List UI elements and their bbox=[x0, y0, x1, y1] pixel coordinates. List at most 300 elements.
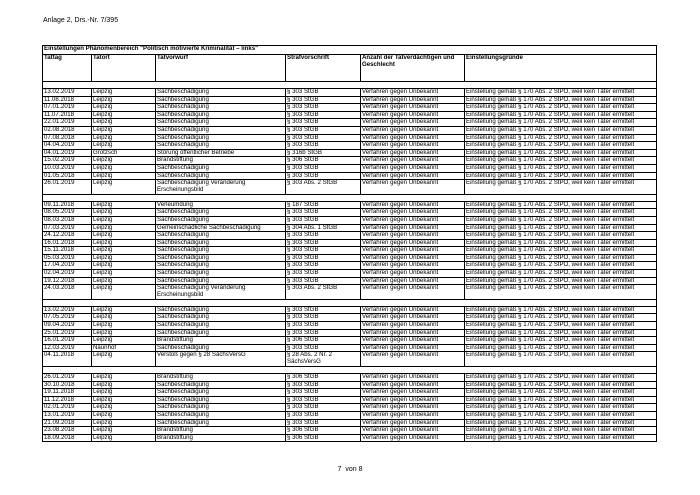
cell-tatvorwurf: Brandstiftung bbox=[156, 337, 286, 345]
cell-strafvorschrift: § 303 StGB bbox=[286, 254, 361, 262]
document-reference: Anlage 2, Drs.-Nr. 7/395 bbox=[43, 17, 119, 24]
table-row bbox=[43, 329, 657, 337]
cell-tatvorwurf: Brandstiftung bbox=[156, 434, 286, 442]
table-row bbox=[43, 201, 657, 209]
cell-strafvorschrift: § 303 StGB bbox=[286, 411, 361, 419]
cell-einstellungsgruende: Einstellung gemäß § 170 Abs. 2 StPO, weil kein Täter ermittelt bbox=[465, 322, 657, 330]
table-row bbox=[43, 172, 657, 180]
cell-tatvorwurf: Verstoß gegen § 28 SächsVersG bbox=[156, 352, 286, 367]
cell-tatvorwurf: Sachbeschädigung bbox=[156, 247, 286, 255]
cell-einstellungsgruende: Einstellung gemäß § 170 Abs. 2 StPO, weil kein Täter ermittelt bbox=[465, 247, 657, 255]
cell-tattag: 30.10.2018 bbox=[43, 381, 92, 389]
cell-einstellungsgruende: Einstellung gemäß § 170 Abs. 2 StPO, weil kein Täter ermittelt bbox=[465, 172, 657, 180]
cell-tatvorwurf: Sachbeschädigung bbox=[156, 306, 286, 314]
cell-tatort: Leipzig bbox=[92, 239, 156, 247]
cell-einstellungsgruende: Einstellung gemäß § 170 Abs. 2 StPO, weil kein Täter ermittelt bbox=[465, 216, 657, 224]
cell-tatvorwurf: Sachbeschädigung bbox=[156, 270, 286, 278]
cell-tatvorwurf: Sachbeschädigung bbox=[156, 216, 286, 224]
table-row bbox=[43, 149, 657, 157]
cell-tatvorwurf: Sachbeschädigung bbox=[156, 209, 286, 217]
cell-einstellungsgruende: Einstellung gemäß § 170 Abs. 2 StPO, weil kein Täter ermittelt bbox=[465, 164, 657, 172]
cell-tatort: Leipzig bbox=[92, 157, 156, 165]
cell-tatverdaechtige: Verfahren gegen Unbekannt bbox=[361, 89, 465, 97]
cell-tatverdaechtige: Verfahren gegen Unbekannt bbox=[361, 344, 465, 352]
table-row bbox=[43, 157, 657, 165]
cell-tatvorwurf: Brandstiftung bbox=[156, 374, 286, 382]
cell-strafvorschrift: § 303 StGB bbox=[286, 329, 361, 337]
cell-einstellungsgruende: Einstellung gemäß § 170 Abs. 2 StPO, weil kein Täter ermittelt bbox=[465, 239, 657, 247]
cell-einstellungsgruende: Einstellung gemäß § 170 Abs. 2 StPO, weil kein Täter ermittelt bbox=[465, 119, 657, 127]
cell-einstellungsgruende: Einstellung gemäß § 170 Abs. 2 StPO, weil kein Täter ermittelt bbox=[465, 389, 657, 397]
cell-tatvorwurf: Störung öffentlicher Betriebe bbox=[156, 149, 286, 157]
cell-tatverdaechtige: Verfahren gegen Unbekannt bbox=[361, 201, 465, 209]
cell-strafvorschrift: § 303 StGB bbox=[286, 134, 361, 142]
cell-tatverdaechtige: Verfahren gegen Unbekannt bbox=[361, 285, 465, 300]
cell-strafvorschrift: § 303 StGB bbox=[286, 277, 361, 285]
cell-tattag: 02.01.2019 bbox=[43, 404, 92, 412]
cell-tatort: Leipzig bbox=[92, 352, 156, 367]
cell-einstellungsgruende: Einstellung gemäß § 170 Abs. 2 StPO, weil kein Täter ermittelt bbox=[465, 344, 657, 352]
cell-tatverdaechtige: Verfahren gegen Unbekannt bbox=[361, 232, 465, 240]
spacer-cell bbox=[43, 367, 657, 374]
table-row bbox=[43, 411, 657, 419]
cell-tatverdaechtige: Verfahren gegen Unbekannt bbox=[361, 419, 465, 427]
cell-tatverdaechtige: Verfahren gegen Unbekannt bbox=[361, 411, 465, 419]
cell-strafvorschrift: § 306 StGB bbox=[286, 337, 361, 345]
cell-tatverdaechtige: Verfahren gegen Unbekannt bbox=[361, 96, 465, 104]
table-row bbox=[43, 270, 657, 278]
table-row bbox=[43, 277, 657, 285]
cell-einstellungsgruende: Einstellung gemäß § 170 Abs. 2 StPO, weil kein Täter ermittelt bbox=[465, 209, 657, 217]
column-header-tatort: Tatort bbox=[92, 55, 156, 82]
column-header-einstellungsgruende: Einstellungsgründe bbox=[465, 55, 657, 82]
table-row bbox=[43, 352, 657, 367]
table-row bbox=[43, 119, 657, 127]
cell-strafvorschrift: § 306 StGB bbox=[286, 374, 361, 382]
cell-tatort: Leipzig bbox=[92, 374, 156, 382]
cell-strafvorschrift: § 187 StGB bbox=[286, 201, 361, 209]
cell-tatort: Leipzig bbox=[92, 285, 156, 300]
cell-strafvorschrift: § 303 StGB bbox=[286, 172, 361, 180]
cell-strafvorschrift: § 303 StGB bbox=[286, 314, 361, 322]
cell-tatverdaechtige: Verfahren gegen Unbekannt bbox=[361, 142, 465, 150]
cell-tatort: Leipzig bbox=[92, 322, 156, 330]
table-row bbox=[43, 247, 657, 255]
cell-tatort: Leipzig bbox=[92, 164, 156, 172]
table-row bbox=[43, 434, 657, 442]
cell-tatverdaechtige: Verfahren gegen Unbekannt bbox=[361, 111, 465, 119]
cell-tatverdaechtige: Verfahren gegen Unbekannt bbox=[361, 180, 465, 195]
cell-einstellungsgruende: Einstellung gemäß § 170 Abs. 2 StPO, weil kein Täter ermittelt bbox=[465, 419, 657, 427]
cell-tatort: Leipzig bbox=[92, 419, 156, 427]
cell-tatverdaechtige: Verfahren gegen Unbekannt bbox=[361, 134, 465, 142]
cell-tattag: 13.02.2019 bbox=[43, 306, 92, 314]
cell-strafvorschrift: § 303 StGB bbox=[286, 96, 361, 104]
cell-einstellungsgruende: Einstellung gemäß § 170 Abs. 2 StPO, weil kein Täter ermittelt bbox=[465, 142, 657, 150]
cell-tatort: Leipzig bbox=[92, 254, 156, 262]
cell-tatverdaechtige: Verfahren gegen Unbekannt bbox=[361, 352, 465, 367]
cell-tatort: Leipzig bbox=[92, 306, 156, 314]
cell-tatort: Leipzig bbox=[92, 224, 156, 232]
cell-tattag: 13.01.2019 bbox=[43, 411, 92, 419]
cell-tattag: 11.12.2018 bbox=[43, 396, 92, 404]
cell-strafvorschrift: § 303 StGB bbox=[286, 126, 361, 134]
cell-tatvorwurf: Sachbeschädigung bbox=[156, 411, 286, 419]
table-row bbox=[43, 404, 657, 412]
cell-tattag: 10.03.2019 bbox=[43, 164, 92, 172]
cell-tatort: Leipzig bbox=[92, 381, 156, 389]
table-row bbox=[43, 262, 657, 270]
cell-tatort: Leipzig bbox=[92, 247, 156, 255]
cell-tatort: Naunhof bbox=[92, 344, 156, 352]
cell-tatverdaechtige: Verfahren gegen Unbekannt bbox=[361, 247, 465, 255]
column-header-tattag: Tattag bbox=[43, 55, 92, 82]
table-row bbox=[43, 306, 657, 314]
cell-tatort: Grotzsch bbox=[92, 149, 156, 157]
cell-tattag: 24.03.2018 bbox=[43, 285, 92, 300]
cell-tattag: 07.03.2019 bbox=[43, 224, 92, 232]
cell-strafvorschrift: § 303 StGB bbox=[286, 232, 361, 240]
table-row bbox=[43, 427, 657, 435]
table-title: Einstellungen Phänomenbereich "Politisch motivierte Kriminalität – links" bbox=[43, 46, 657, 55]
cell-strafvorschrift: § 303 StGB bbox=[286, 381, 361, 389]
cell-tatvorwurf: Sachbeschädigung bbox=[156, 419, 286, 427]
cell-tatvorwurf: Sachbeschädigung bbox=[156, 134, 286, 142]
cell-tattag: 19.12.2018 bbox=[43, 277, 92, 285]
cell-tatverdaechtige: Verfahren gegen Unbekannt bbox=[361, 224, 465, 232]
cell-tatvorwurf: Sachbeschädigung bbox=[156, 396, 286, 404]
cell-tattag: 16.01.2019 bbox=[43, 337, 92, 345]
cell-strafvorschrift: § 303 StGB bbox=[286, 306, 361, 314]
cell-tatort: Leipzig bbox=[92, 134, 156, 142]
cell-strafvorschrift: § 303 StGB bbox=[286, 239, 361, 247]
cell-tatvorwurf: Sachbeschädigung bbox=[156, 111, 286, 119]
cell-tatvorwurf: Sachbeschädigung Veränderung Erscheinungsbild bbox=[156, 180, 286, 195]
cell-tatverdaechtige: Verfahren gegen Unbekannt bbox=[361, 396, 465, 404]
cell-tattag: 04.04.2019 bbox=[43, 142, 92, 150]
cell-einstellungsgruende: Einstellung gemäß § 170 Abs. 2 StPO, weil kein Täter ermittelt bbox=[465, 111, 657, 119]
cell-tatvorwurf: Sachbeschädigung bbox=[156, 254, 286, 262]
cell-tatort: Leipzig bbox=[92, 209, 156, 217]
cell-tatverdaechtige: Verfahren gegen Unbekannt bbox=[361, 104, 465, 112]
cell-einstellungsgruende: Einstellung gemäß § 170 Abs. 2 StPO, weil kein Täter ermittelt bbox=[465, 224, 657, 232]
cell-tatverdaechtige: Verfahren gegen Unbekannt bbox=[361, 434, 465, 442]
group-spacer bbox=[43, 82, 657, 89]
cell-tatvorwurf: Sachbeschädigung bbox=[156, 126, 286, 134]
cases-table bbox=[42, 45, 657, 442]
table-row bbox=[43, 232, 657, 240]
table-row bbox=[43, 381, 657, 389]
cell-tatort: Leipzig bbox=[92, 96, 156, 104]
cell-strafvorschrift: § 303 Abs. 2 StGB bbox=[286, 180, 361, 195]
cell-strafvorschrift: § 303 StGB bbox=[286, 89, 361, 97]
cell-einstellungsgruende: Einstellung gemäß § 170 Abs. 2 StPO, weil kein Täter ermittelt bbox=[465, 434, 657, 442]
table-row bbox=[43, 89, 657, 97]
cell-tatverdaechtige: Verfahren gegen Unbekannt bbox=[361, 381, 465, 389]
table-row bbox=[43, 104, 657, 112]
cell-tatort: Leipzig bbox=[92, 329, 156, 337]
cell-einstellungsgruende: Einstellung gemäß § 170 Abs. 2 StPO, weil kein Täter ermittelt bbox=[465, 352, 657, 367]
cell-tatvorwurf: Sachbeschädigung bbox=[156, 404, 286, 412]
cell-tattag: 25.01.2019 bbox=[43, 329, 92, 337]
cell-tatvorwurf: Sachbeschädigung bbox=[156, 344, 286, 352]
cell-tattag: 02.08.2018 bbox=[43, 126, 92, 134]
cell-einstellungsgruende: Einstellung gemäß § 170 Abs. 2 StPO, weil kein Täter ermittelt bbox=[465, 411, 657, 419]
table-row bbox=[43, 224, 657, 232]
cell-tatort: Leipzig bbox=[92, 411, 156, 419]
cell-tatort: Leipzig bbox=[92, 142, 156, 150]
cell-tattag: 13.02.2019 bbox=[43, 89, 92, 97]
column-header-tatverdaechtige: Anzahl der Tatverdächtigen und Geschlecht bbox=[361, 55, 465, 82]
cell-einstellungsgruende: Einstellung gemäß § 170 Abs. 2 StPO, weil kein Täter ermittelt bbox=[465, 89, 657, 97]
cell-strafvorschrift: § 303 StGB bbox=[286, 164, 361, 172]
cell-tattag: 24.12.2018 bbox=[43, 232, 92, 240]
cell-strafvorschrift: § 28 Abs. 2 Nr. 2 SächsVersG bbox=[286, 352, 361, 367]
cell-einstellungsgruende: Einstellung gemäß § 170 Abs. 2 StPO, weil kein Täter ermittelt bbox=[465, 404, 657, 412]
table-row bbox=[43, 322, 657, 330]
cell-strafvorschrift: § 303 StGB bbox=[286, 419, 361, 427]
cell-strafvorschrift: § 303 StGB bbox=[286, 270, 361, 278]
cell-tatort: Leipzig bbox=[92, 104, 156, 112]
cell-tatvorwurf: Sachbeschädigung bbox=[156, 277, 286, 285]
cell-tatvorwurf: Verleumdung bbox=[156, 201, 286, 209]
cell-strafvorschrift: § 316b StGB bbox=[286, 149, 361, 157]
table-row bbox=[43, 396, 657, 404]
table-row bbox=[43, 209, 657, 217]
cell-tattag: 01.05.2018 bbox=[43, 172, 92, 180]
cell-einstellungsgruende: Einstellung gemäß § 170 Abs. 2 StPO, weil kein Täter ermittelt bbox=[465, 149, 657, 157]
cell-einstellungsgruende: Einstellung gemäß § 170 Abs. 2 StPO, weil kein Täter ermittelt bbox=[465, 104, 657, 112]
cell-tattag: 12.03.2019 bbox=[43, 344, 92, 352]
cell-tattag: 11.08.2018 bbox=[43, 96, 92, 104]
cell-tatort: Leipzig bbox=[92, 337, 156, 345]
cell-tatort: Leipzig bbox=[92, 389, 156, 397]
cell-tattag: 15.02.2019 bbox=[43, 157, 92, 165]
cell-strafvorschrift: § 303 StGB bbox=[286, 142, 361, 150]
cell-tatort: Leipzig bbox=[92, 126, 156, 134]
cell-einstellungsgruende: Einstellung gemäß § 170 Abs. 2 StPO, weil kein Täter ermittelt bbox=[465, 306, 657, 314]
cell-tatvorwurf: Brandstiftung bbox=[156, 157, 286, 165]
cell-tattag: 22.01.2019 bbox=[43, 119, 92, 127]
cell-tatverdaechtige: Verfahren gegen Unbekannt bbox=[361, 216, 465, 224]
cell-tatverdaechtige: Verfahren gegen Unbekannt bbox=[361, 149, 465, 157]
cell-tatort: Leipzig bbox=[92, 270, 156, 278]
cell-tatort: Leipzig bbox=[92, 427, 156, 435]
cell-tatverdaechtige: Verfahren gegen Unbekannt bbox=[361, 277, 465, 285]
table-row bbox=[43, 239, 657, 247]
cell-tatverdaechtige: Verfahren gegen Unbekannt bbox=[361, 262, 465, 270]
page-total: 8 bbox=[358, 466, 363, 473]
cell-strafvorschrift: § 306 StGB bbox=[286, 157, 361, 165]
cell-tattag: 04.01.2019 bbox=[43, 149, 92, 157]
cell-strafvorschrift: § 306 StGB bbox=[286, 427, 361, 435]
cell-strafvorschrift: § 303 StGB bbox=[286, 396, 361, 404]
cell-tatort: Leipzig bbox=[92, 232, 156, 240]
cell-tatvorwurf: Sachbeschädigung Veränderung Erscheinungsbild bbox=[156, 285, 286, 300]
cell-tattag: 26.01.2019 bbox=[43, 374, 92, 382]
cell-tatort: Leipzig bbox=[92, 396, 156, 404]
cell-tatort: Leipzig bbox=[92, 216, 156, 224]
cell-tattag: 15.11.2018 bbox=[43, 247, 92, 255]
cell-tatverdaechtige: Verfahren gegen Unbekannt bbox=[361, 427, 465, 435]
cell-einstellungsgruende: Einstellung gemäß § 170 Abs. 2 StPO, weil kein Täter ermittelt bbox=[465, 96, 657, 104]
cell-strafvorschrift: § 303 StGB bbox=[286, 104, 361, 112]
cell-tattag: 23.08.2018 bbox=[43, 427, 92, 435]
cell-einstellungsgruende: Einstellung gemäß § 170 Abs. 2 StPO, weil kein Täter ermittelt bbox=[465, 277, 657, 285]
table-body bbox=[43, 82, 657, 442]
cell-tattag: 07.08.2018 bbox=[43, 134, 92, 142]
cell-tatverdaechtige: Verfahren gegen Unbekannt bbox=[361, 306, 465, 314]
column-header-strafvorschrift: Strafvorschrift bbox=[286, 55, 361, 82]
cell-tattag: 07.01.2019 bbox=[43, 104, 92, 112]
cell-einstellungsgruende: Einstellung gemäß § 170 Abs. 2 StPO, weil kein Täter ermittelt bbox=[465, 180, 657, 195]
table-row bbox=[43, 216, 657, 224]
cell-tatverdaechtige: Verfahren gegen Unbekannt bbox=[361, 209, 465, 217]
cell-tatverdaechtige: Verfahren gegen Unbekannt bbox=[361, 126, 465, 134]
cell-tattag: 17.04.2019 bbox=[43, 262, 92, 270]
cell-strafvorschrift: § 303 StGB bbox=[286, 389, 361, 397]
cell-tatvorwurf: Sachbeschädigung bbox=[156, 172, 286, 180]
table-row bbox=[43, 134, 657, 142]
cell-strafvorschrift: § 303 StGB bbox=[286, 247, 361, 255]
cell-tattag: 16.01.2018 bbox=[43, 239, 92, 247]
group-spacer bbox=[43, 299, 657, 306]
cell-tatvorwurf: Sachbeschädigung bbox=[156, 389, 286, 397]
cell-tatvorwurf: Sachbeschädigung bbox=[156, 314, 286, 322]
cell-tatverdaechtige: Verfahren gegen Unbekannt bbox=[361, 329, 465, 337]
cell-strafvorschrift: § 303 StGB bbox=[286, 404, 361, 412]
cell-tatverdaechtige: Verfahren gegen Unbekannt bbox=[361, 374, 465, 382]
cell-strafvorschrift: § 303 StGB bbox=[286, 262, 361, 270]
column-header-tatvorwurf: Tatvorwurf bbox=[156, 55, 286, 82]
cell-tatort: Leipzig bbox=[92, 119, 156, 127]
cell-strafvorschrift: § 303 StGB bbox=[286, 119, 361, 127]
cell-strafvorschrift: § 303 StGB bbox=[286, 111, 361, 119]
cell-tatverdaechtige: Verfahren gegen Unbekannt bbox=[361, 119, 465, 127]
cell-tatvorwurf: Sachbeschädigung bbox=[156, 119, 286, 127]
cell-tatvorwurf: Sachbeschädigung bbox=[156, 142, 286, 150]
cell-tatvorwurf: Sachbeschädigung bbox=[156, 96, 286, 104]
cell-tatort: Leipzig bbox=[92, 89, 156, 97]
cell-einstellungsgruende: Einstellung gemäß § 170 Abs. 2 StPO, weil kein Täter ermittelt bbox=[465, 254, 657, 262]
cell-tatvorwurf: Sachbeschädigung bbox=[156, 322, 286, 330]
cell-strafvorschrift: § 303 StGB bbox=[286, 216, 361, 224]
group-spacer bbox=[43, 194, 657, 201]
cell-tattag: 04.11.2018 bbox=[43, 352, 92, 367]
cell-tatverdaechtige: Verfahren gegen Unbekannt bbox=[361, 404, 465, 412]
cell-tattag: 18.09.2018 bbox=[43, 434, 92, 442]
cell-einstellungsgruende: Einstellung gemäß § 170 Abs. 2 StPO, weil kein Täter ermittelt bbox=[465, 232, 657, 240]
cell-tatvorwurf: Sachbeschädigung bbox=[156, 239, 286, 247]
table-row bbox=[43, 111, 657, 119]
table-row bbox=[43, 142, 657, 150]
table-row bbox=[43, 344, 657, 352]
cell-einstellungsgruende: Einstellung gemäß § 170 Abs. 2 StPO, weil kein Täter ermittelt bbox=[465, 270, 657, 278]
cell-tatvorwurf: Gemeinschädliche Sachbeschädigung bbox=[156, 224, 286, 232]
cell-tatvorwurf: Sachbeschädigung bbox=[156, 104, 286, 112]
table-row bbox=[43, 419, 657, 427]
cell-einstellungsgruende: Einstellung gemäß § 170 Abs. 2 StPO, weil kein Täter ermittelt bbox=[465, 329, 657, 337]
page-number bbox=[0, 466, 700, 473]
cell-tatort: Leipzig bbox=[92, 180, 156, 195]
cell-einstellungsgruende: Einstellung gemäß § 170 Abs. 2 StPO, weil kein Täter ermittelt bbox=[465, 201, 657, 209]
cell-tatverdaechtige: Verfahren gegen Unbekannt bbox=[361, 164, 465, 172]
cell-tatverdaechtige: Verfahren gegen Unbekannt bbox=[361, 314, 465, 322]
cell-einstellungsgruende: Einstellung gemäß § 170 Abs. 2 StPO, weil kein Täter ermittelt bbox=[465, 157, 657, 165]
cell-tatort: Leipzig bbox=[92, 172, 156, 180]
table-row bbox=[43, 314, 657, 322]
cell-tatort: Leipzig bbox=[92, 262, 156, 270]
cell-strafvorschrift: § 303 StGB bbox=[286, 322, 361, 330]
table-row bbox=[43, 285, 657, 300]
table-row bbox=[43, 126, 657, 134]
cell-tatverdaechtige: Verfahren gegen Unbekannt bbox=[361, 239, 465, 247]
cell-tatverdaechtige: Verfahren gegen Unbekannt bbox=[361, 172, 465, 180]
cell-tattag: 05.03.2019 bbox=[43, 254, 92, 262]
table-row bbox=[43, 180, 657, 195]
cell-tattag: 09.11.2018 bbox=[43, 201, 92, 209]
cell-einstellungsgruende: Einstellung gemäß § 170 Abs. 2 StPO, weil kein Täter ermittelt bbox=[465, 427, 657, 435]
cell-tattag: 21.09.2018 bbox=[43, 419, 92, 427]
table-row bbox=[43, 164, 657, 172]
cell-einstellungsgruende: Einstellung gemäß § 170 Abs. 2 StPO, weil kein Täter ermittelt bbox=[465, 381, 657, 389]
cell-tattag: 07.05.2019 bbox=[43, 314, 92, 322]
cell-tatort: Leipzig bbox=[92, 201, 156, 209]
spacer-cell bbox=[43, 194, 657, 201]
cell-einstellungsgruende: Einstellung gemäß § 170 Abs. 2 StPO, weil kein Täter ermittelt bbox=[465, 285, 657, 300]
cell-strafvorschrift: § 303 Abs. 2 StGB bbox=[286, 285, 361, 300]
table-row bbox=[43, 337, 657, 345]
cell-tatvorwurf: Sachbeschädigung bbox=[156, 329, 286, 337]
table-row bbox=[43, 374, 657, 382]
cell-strafvorschrift: § 303 StGB bbox=[286, 209, 361, 217]
table-row bbox=[43, 389, 657, 397]
cell-tatvorwurf: Sachbeschädigung bbox=[156, 164, 286, 172]
spacer-cell bbox=[43, 82, 657, 89]
cell-tattag: 08.05.2019 bbox=[43, 209, 92, 217]
cell-tattag: 08.03.2018 bbox=[43, 216, 92, 224]
cell-tattag: 11.07.2018 bbox=[43, 111, 92, 119]
cell-einstellungsgruende: Einstellung gemäß § 170 Abs. 2 StPO, weil kein Täter ermittelt bbox=[465, 134, 657, 142]
cell-tatverdaechtige: Verfahren gegen Unbekannt bbox=[361, 322, 465, 330]
page-current: 7 bbox=[337, 466, 342, 473]
cell-einstellungsgruende: Einstellung gemäß § 170 Abs. 2 StPO, weil kein Täter ermittelt bbox=[465, 374, 657, 382]
cell-tattag: 09.04.2019 bbox=[43, 322, 92, 330]
cell-einstellungsgruende: Einstellung gemäß § 170 Abs. 2 StPO, weil kein Täter ermittelt bbox=[465, 337, 657, 345]
spacer-cell bbox=[43, 299, 657, 306]
table-row bbox=[43, 254, 657, 262]
cell-tattag: 26.01.2019 bbox=[43, 180, 92, 195]
cell-tatverdaechtige: Verfahren gegen Unbekannt bbox=[361, 337, 465, 345]
cell-tatort: Leipzig bbox=[92, 111, 156, 119]
table-header-row bbox=[43, 55, 657, 82]
cell-tatort: Leipzig bbox=[92, 277, 156, 285]
cell-tatort: Leipzig bbox=[92, 434, 156, 442]
cell-strafvorschrift: § 306 StGB bbox=[286, 434, 361, 442]
table-row bbox=[43, 96, 657, 104]
cell-tatvorwurf: Sachbeschädigung bbox=[156, 232, 286, 240]
cell-einstellungsgruende: Einstellung gemäß § 170 Abs. 2 StPO, weil kein Täter ermittelt bbox=[465, 126, 657, 134]
cell-tatvorwurf: Brandstiftung bbox=[156, 427, 286, 435]
cell-tatort: Leipzig bbox=[92, 404, 156, 412]
cell-strafvorschrift: § 304 Abs. 1 StGB bbox=[286, 224, 361, 232]
cell-tatverdaechtige: Verfahren gegen Unbekannt bbox=[361, 270, 465, 278]
cell-einstellungsgruende: Einstellung gemäß § 170 Abs. 2 StPO, weil kein Täter ermittelt bbox=[465, 396, 657, 404]
page-von: von bbox=[345, 466, 357, 473]
cell-tatvorwurf: Sachbeschädigung bbox=[156, 89, 286, 97]
cell-tatvorwurf: Sachbeschädigung bbox=[156, 381, 286, 389]
cell-tattag: 02.04.2019 bbox=[43, 270, 92, 278]
